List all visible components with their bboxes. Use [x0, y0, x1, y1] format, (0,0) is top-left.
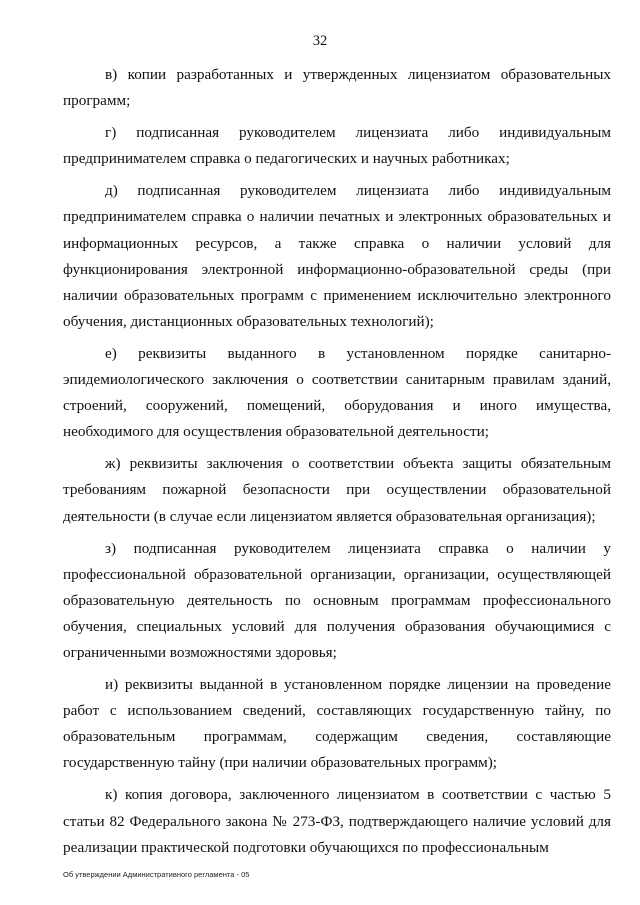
paragraph-d: д) подписанная руководителем лицензиата либо индивидуальным предпринимателем справка о наличии печатных и электронных образовательных и информационных ресурсов, а также справка о наличии условий для функционирования электронной информационно-образовательной среды (при наличии образовательных программ с применением исключительно электронного обучения, дистанционных образовательных технологий);	[63, 182, 611, 330]
document-body	[63, 62, 611, 861]
document-footer: Об утверждении Административного регламента - 05	[63, 870, 250, 879]
paragraph-g: г) подписанная руководителем лицензиата либо индивидуальным предпринимателем справка о педагогических и научных работниках;	[63, 124, 611, 168]
page-number: 32	[312, 33, 328, 49]
paragraph-i: и) реквизиты выданной в установленном порядке лицензии на проведение работ с использованием сведений, составляющих государственную тайну, по образовательным программам, содержащим сведения, составляющие государственную тайну (при наличии образовательных программ);	[63, 676, 611, 772]
paragraph-zh: ж) реквизиты заключения о соответствии объекта защиты обязательным требованиям пожарной безопасности при осуществлении образовательной деятельности (в случае если лицензиатом является образовательная организация);	[63, 455, 611, 525]
paragraph-e: е) реквизиты выданного в установленном порядке санитарно-эпидемиологического заключения о соответствии санитарным правилам зданий, строений, сооружений, помещений, оборудования и иного имущества, необходимого для осуществления образовательной деятельности;	[63, 344, 611, 441]
paragraph-z: з) подписанная руководителем лицензиата справка о наличии у профессиональной образовательной организации, организации, осуществляющей образовательную деятельность по основным программам профессионального обучения, специальных условий для получения образования обучающимися с ограниченными возможностями здоровья;	[63, 539, 611, 661]
paragraph-v: в) копии разработанных и утвержденных лицензиатом образовательных программ;	[63, 66, 611, 110]
paragraph-k: к) копия договора, заключенного лицензиатом в соответствии с частью 5 статьи 82 Федерального закона № 273-ФЗ, подтверждающего наличие условий для реализации практической подготовки обучающихся по профессиональным	[63, 786, 611, 856]
